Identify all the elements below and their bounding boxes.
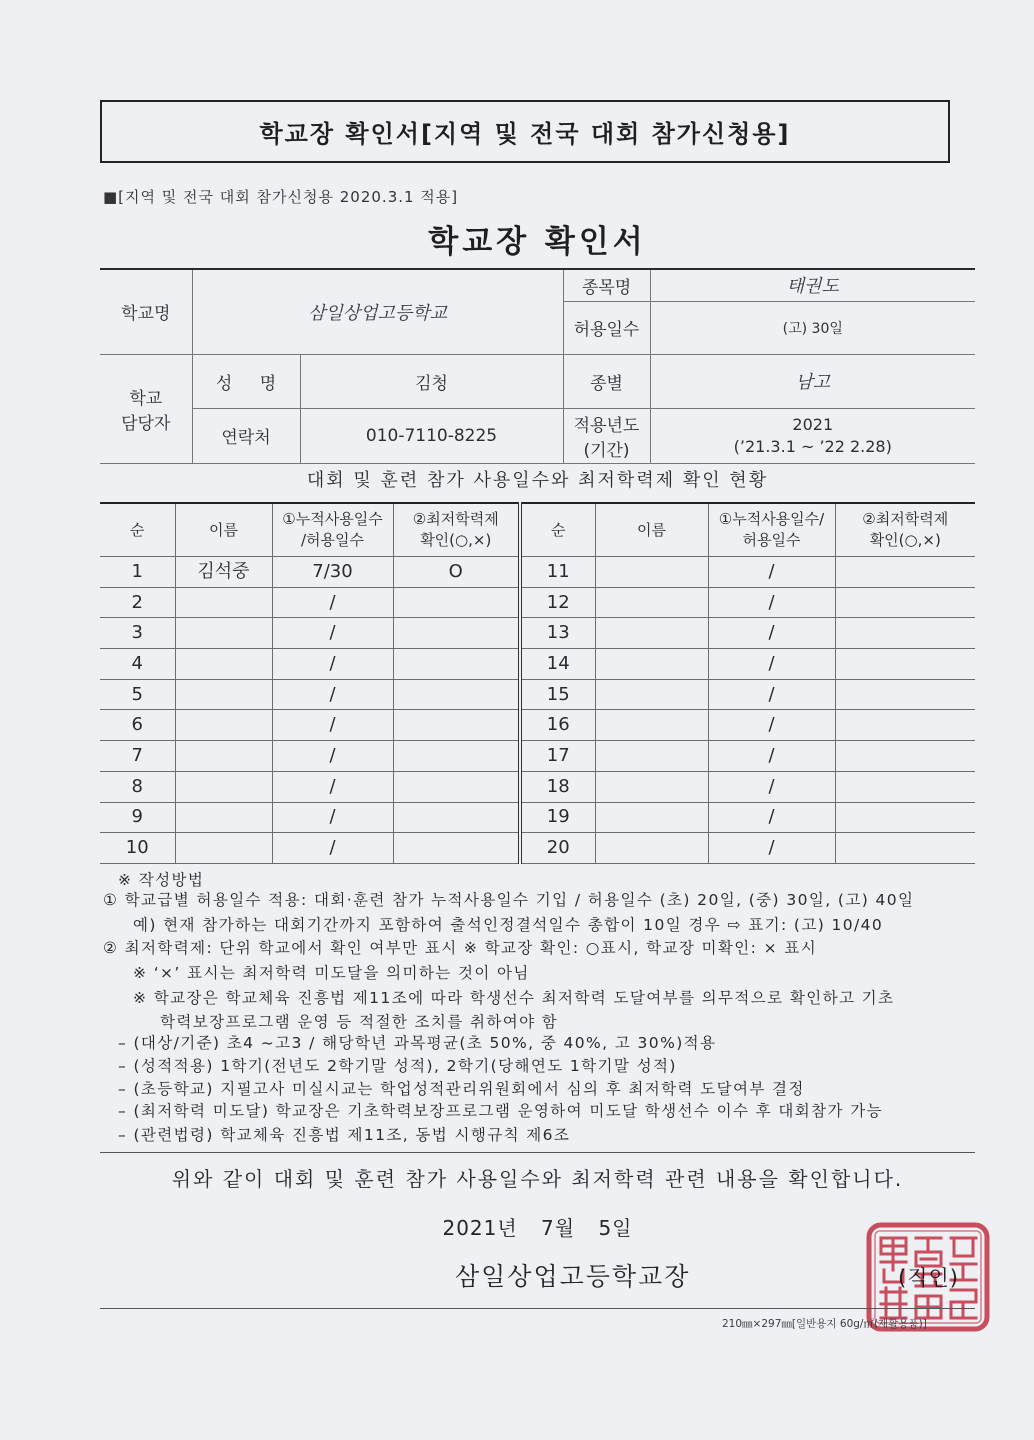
school-name-value: 삼일상업고등학교 — [192, 269, 563, 354]
section-divider — [100, 1152, 975, 1153]
used-days-cell: / — [272, 710, 393, 741]
used-days-cell: / — [708, 587, 835, 618]
note-line: – (초등학교) 지필고사 미실시교는 학업성적관리위원회에서 심의 후 최저학력 도달여부 결정 — [118, 1080, 805, 1098]
min-academic-check-cell — [393, 710, 520, 741]
min-academic-check-cell — [393, 833, 520, 864]
used-days-cell: / — [272, 771, 393, 802]
row-number-cell: 20 — [520, 833, 595, 864]
form-header-box — [100, 100, 950, 163]
sport-value: 태권도 — [650, 269, 975, 301]
table-row — [100, 618, 975, 649]
student-name-cell — [175, 802, 272, 833]
min-academic-check-cell — [835, 679, 975, 710]
row-number-cell: 4 — [100, 649, 175, 680]
category-label: 종별 — [563, 354, 650, 408]
note-line: ① 학교급별 허용일수 적용: 대회·훈련 참가 누적사용일수 기입 / 허용일수 (초) 20일, (중) 30일, (고) 40일 — [103, 891, 915, 909]
row-number-cell: 13 — [520, 618, 595, 649]
confirmation-statement: 위와 같이 대회 및 훈련 참가 사용일수와 최저학력 관련 내용을 확인합니다. — [171, 1167, 904, 1191]
table-row — [100, 587, 975, 618]
student-name-cell — [595, 710, 708, 741]
min-academic-check-cell: O — [393, 557, 520, 588]
used-days-cell: / — [708, 833, 835, 864]
student-name-cell — [595, 587, 708, 618]
period-year: 2021 — [792, 414, 834, 434]
note-line: – (최저학력 미도달) 학교장은 기초학력보장프로그램 운영하여 미도달 학생선수 이수 후 대회참가 가능 — [118, 1102, 883, 1120]
used-days-cell: / — [708, 802, 835, 833]
header-name: 이름 — [595, 503, 708, 557]
min-academic-check-cell — [393, 649, 520, 680]
note-line: ※ ‘×’ 표시는 최저학력 미도달을 의미하는 것이 아님 — [133, 964, 530, 982]
student-name-cell — [595, 833, 708, 864]
student-name-cell: 김석중 — [175, 557, 272, 588]
student-name-cell — [175, 679, 272, 710]
used-days-cell: / — [272, 618, 393, 649]
min-academic-check-cell — [835, 618, 975, 649]
form-version-note: ■[지역 및 전국 대회 참가신청용 2020.3.1 적용] — [103, 188, 459, 206]
row-number-cell: 19 — [520, 802, 595, 833]
min-academic-check-cell — [393, 679, 520, 710]
min-academic-check-cell — [835, 741, 975, 772]
used-days-cell: / — [708, 557, 835, 588]
min-academic-check-cell — [393, 771, 520, 802]
student-name-cell — [595, 802, 708, 833]
table-row — [100, 679, 975, 710]
row-number-cell: 8 — [100, 771, 175, 802]
min-academic-check-cell — [835, 833, 975, 864]
notes-heading: ※ 작성방법 — [118, 871, 205, 889]
note-line: – (대상/기준) 초4 ~고3 / 해당학년 과목평균(초 50%, 중 40%, 고 30%)적용 — [118, 1034, 717, 1052]
staff-label: 학교 담당자 — [100, 354, 192, 463]
min-academic-check-cell — [835, 557, 975, 588]
official-seal-label: (직인) — [898, 1266, 959, 1290]
header-name: 이름 — [175, 503, 272, 557]
used-days-cell: / — [708, 710, 835, 741]
used-days-cell: / — [708, 618, 835, 649]
row-number-cell: 10 — [100, 833, 175, 864]
phone-value: 010-7110-8225 — [300, 408, 563, 463]
period-label: 적용년도 (기간) — [563, 408, 650, 463]
allowed-days-label: 허용일수 — [563, 301, 650, 354]
used-days-cell: / — [708, 741, 835, 772]
note-line: ② 최저학력제: 단위 학교에서 확인 여부만 표시 ※ 학교장 확인: ○표시, 학교장 미확인: × 표시 — [103, 939, 818, 957]
student-name-cell — [595, 741, 708, 772]
header-number: 순 — [520, 503, 595, 557]
header-used-days: ①누적사용일수/ 허용일수 — [708, 503, 835, 557]
table-header-row — [100, 503, 975, 557]
used-days-cell: / — [272, 679, 393, 710]
used-days-cell: 7/30 — [272, 557, 393, 588]
row-number-cell: 7 — [100, 741, 175, 772]
allowed-days-value: (고) 30일 — [650, 301, 975, 354]
min-academic-check-cell — [393, 741, 520, 772]
principal-signature-line: 삼일상업고등학교장 — [455, 1262, 691, 1291]
row-number-cell: 17 — [520, 741, 595, 772]
min-academic-check-cell — [393, 587, 520, 618]
used-days-cell: / — [272, 587, 393, 618]
used-days-cell: / — [708, 679, 835, 710]
school-name-label: 학교명 — [100, 269, 192, 354]
table-row — [100, 557, 975, 588]
used-days-cell: / — [708, 771, 835, 802]
row-number-cell: 9 — [100, 802, 175, 833]
table-row — [100, 741, 975, 772]
table-row — [100, 710, 975, 741]
note-line: – (성적적용) 1학기(전년도 2학기말 성적), 2학기(당해연도 1학기말 성적) — [118, 1057, 677, 1075]
student-name-cell — [595, 771, 708, 802]
student-name-cell — [175, 587, 272, 618]
used-days-cell: / — [272, 741, 393, 772]
header-min-academic-check: ②최저학력제 확인(○,×) — [835, 503, 975, 557]
student-name-cell — [175, 833, 272, 864]
table-row — [100, 771, 975, 802]
school-info-table — [100, 268, 975, 464]
used-days-cell: / — [272, 833, 393, 864]
row-number-cell: 11 — [520, 557, 595, 588]
header-used-days: ①누적사용일수 /허용일수 — [272, 503, 393, 557]
min-academic-check-cell — [835, 649, 975, 680]
document-title: 학교장 확인서 — [428, 224, 647, 260]
staff-name-value: 김청 — [300, 354, 563, 408]
row-number-cell: 16 — [520, 710, 595, 741]
row-number-cell: 1 — [100, 557, 175, 588]
row-number-cell: 18 — [520, 771, 595, 802]
min-academic-check-cell — [835, 587, 975, 618]
row-number-cell: 2 — [100, 587, 175, 618]
student-name-cell — [595, 618, 708, 649]
min-academic-check-cell — [393, 802, 520, 833]
student-name-cell — [175, 741, 272, 772]
row-number-cell: 5 — [100, 679, 175, 710]
note-line: ※ 학교장은 학교체육 진흥법 제11조에 따라 학생선수 최저학력 도달여부를 의무적으로 확인하고 기초 — [133, 989, 895, 1007]
student-name-cell — [175, 771, 272, 802]
student-name-cell — [175, 618, 272, 649]
row-number-cell: 12 — [520, 587, 595, 618]
used-days-cell: / — [272, 802, 393, 833]
table-row — [100, 649, 975, 680]
paper-spec-note: 210㎜×297㎜[일반용지 60g/㎡(재활용품)] — [722, 1318, 927, 1330]
student-name-cell — [595, 557, 708, 588]
row-number-cell: 6 — [100, 710, 175, 741]
table-row — [100, 833, 975, 864]
used-days-cell: / — [272, 649, 393, 680]
row-number-cell: 14 — [520, 649, 595, 680]
table-row — [100, 802, 975, 833]
period-range: (’21.3.1 ~ ’22 2.28) — [733, 436, 892, 456]
header-min-academic-check: ②최저학력제 확인(○,×) — [393, 503, 520, 557]
header-number: 순 — [100, 503, 175, 557]
status-table-heading: 대회 및 훈련 참가 사용일수와 최저학력제 확인 현황 — [306, 470, 769, 491]
student-name-cell — [175, 710, 272, 741]
participation-status-table — [100, 502, 975, 864]
category-value: 남고 — [650, 354, 975, 408]
min-academic-check-cell — [835, 771, 975, 802]
min-academic-check-cell — [835, 802, 975, 833]
staff-name-label: 성 명 — [192, 354, 300, 408]
student-name-cell — [175, 649, 272, 680]
period-value — [650, 408, 975, 463]
row-number-cell: 3 — [100, 618, 175, 649]
used-days-cell: / — [708, 649, 835, 680]
form-header-title: 학교장 확인서[지역 및 전국 대회 참가신청용] — [259, 120, 791, 148]
sport-label: 종목명 — [563, 269, 650, 301]
note-line: 학력보장프로그램 운영 등 적절한 조치를 취하여야 함 — [160, 1013, 559, 1031]
issue-date: 2021년 7월 5일 — [442, 1216, 633, 1240]
row-number-cell: 15 — [520, 679, 595, 710]
phone-label: 연락처 — [192, 408, 300, 463]
note-line: 예) 현재 참가하는 대회기간까지 포함하여 출석인정결석일수 총합이 10일 경우 ⇨ 표기: (고) 10/40 — [133, 916, 884, 934]
footer-divider — [100, 1308, 975, 1309]
min-academic-check-cell — [393, 618, 520, 649]
student-name-cell — [595, 679, 708, 710]
min-academic-check-cell — [835, 710, 975, 741]
student-name-cell — [595, 649, 708, 680]
note-line: – (관련법령) 학교체육 진흥법 제11조, 동법 시행규칙 제6조 — [118, 1126, 571, 1144]
